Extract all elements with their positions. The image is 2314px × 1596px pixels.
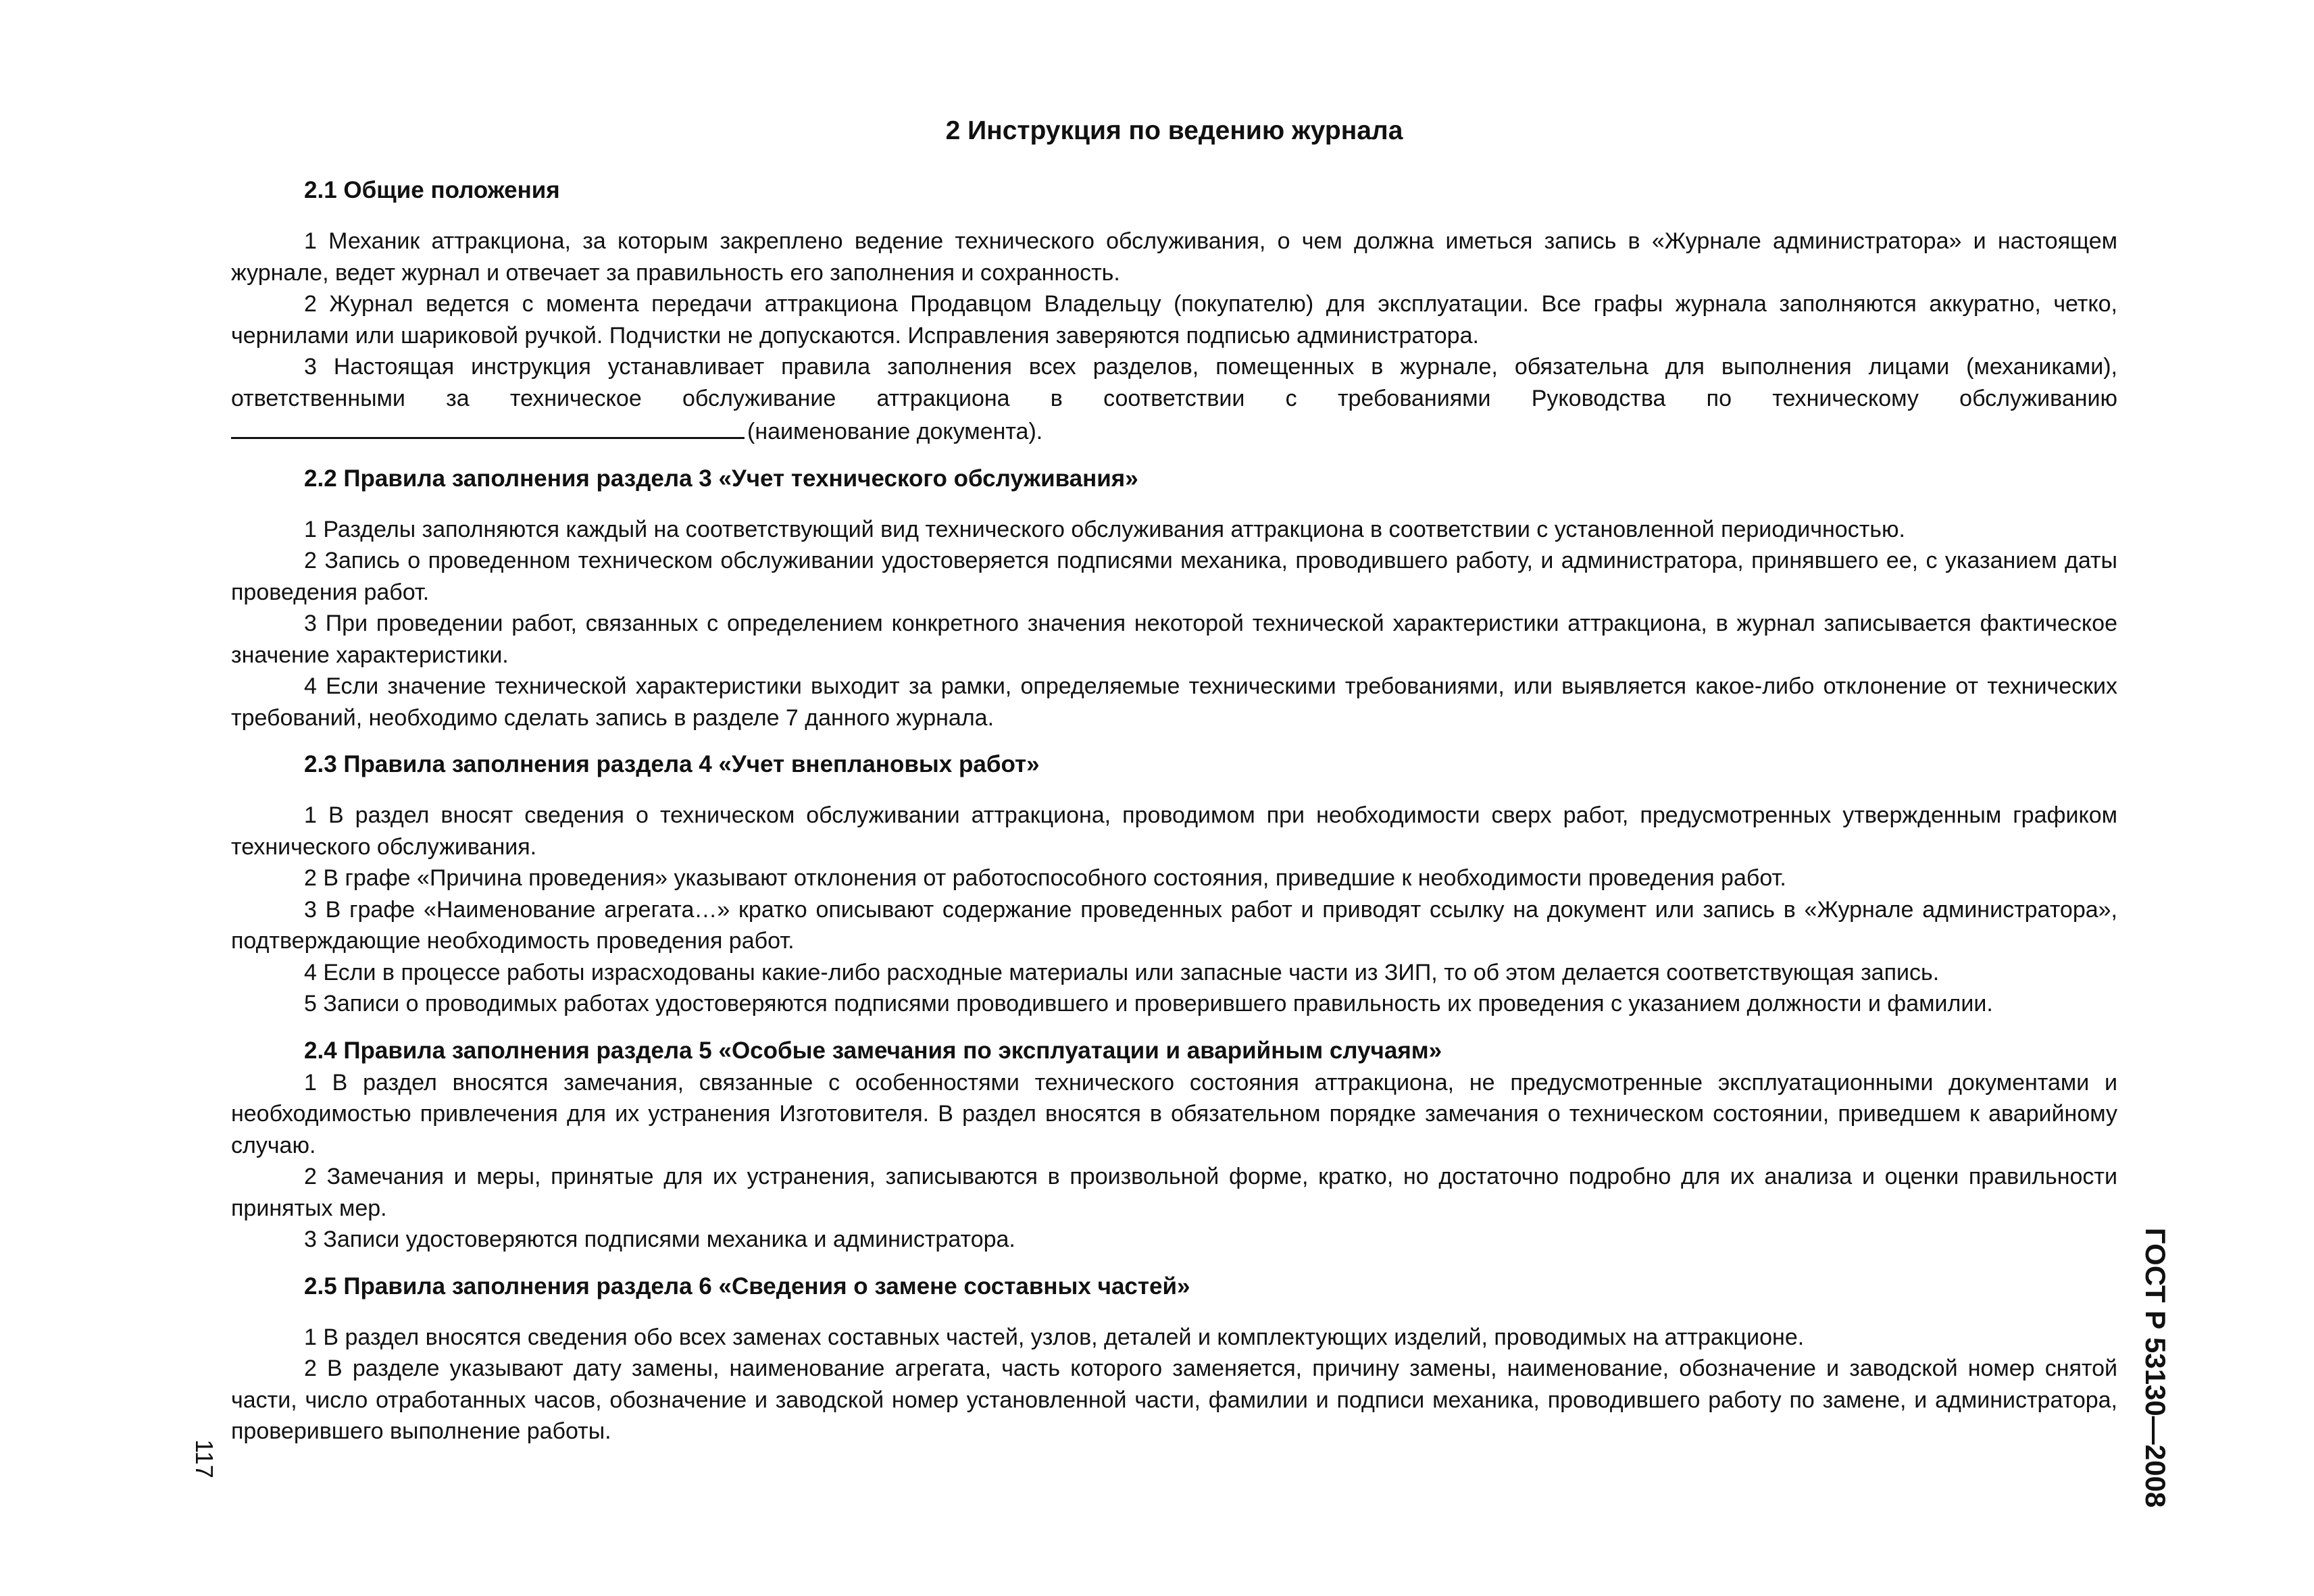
paragraph: 4 Если значение технической характеристики выходит за рамки, определяемые техническими требованиями, или выявляется какое-либо отклонение от технических требований, необходимо сделать запись в разделе 7 данного журнала. [231,673,2117,731]
paragraph: 2 Запись о проведенном техническом обслуживании удостоверяется подписями механика, проводившего работу, и администратора, принявшего ее, с указанием даты проведения работ. [231,548,2117,605]
paragraph: 1 Механик аттракциона, за которым закреплено ведение технического обслуживания, о чем должна иметься запись в «Журнале администратора» и настоящем журнале, ведет журнал и отвечает за правильность его заполнения и сохранность. [231,228,2117,286]
paragraph: 2 Журнал ведется с момента передачи аттракциона Продавцом Владельцу (покупателю) для эксплуатации. Все графы журнала заполняются аккуратно, четко, чернилами или шариковой ручкой. Подчистки не допускаются. Исправления заверяются подписью администратора. [231,291,2117,349]
section-part-replacement [231,1270,2117,1447]
paragraph: 3 Записи удостоверяются подписями механика и администратора. [304,1227,1015,1252]
section-maintenance-rules [231,463,2117,734]
section-heading: 2.3 Правила заполнения раздела 4 «Учет внеплановых работ» [304,751,1040,777]
paragraph: 4 Если в процессе работы израсходованы какие-либо расходные материалы или запасные части из ЗИП, то об этом делается соответствующая запись. [304,959,1940,985]
paragraph: 1 В раздел вносятся замечания, связанные с особенностями технического состояния аттракциона, не предусмотренные эксплуатационными документами и необходимостью привлечения для их устранения Изготовителя. В раздел вносятся в обязательном порядке замечания о техническом состоянии, приведшем к аварийному случаю. [231,1069,2117,1158]
standard-designation: ГОСТ Р 53130—2008 [2140,1227,2171,1508]
paragraph: 2 Замечания и меры, принятые для их устранения, записываются в произвольной форме, кратко, но достаточно подробно для их анализа и оценки правильности принятых мер. [231,1164,2117,1221]
section-heading: 2.4 Правила заполнения раздела 5 «Особые замечания по эксплуатации и аварийным случаям» [304,1037,1442,1064]
section-unplanned-rules [231,748,2117,1020]
paragraph: 3 В графе «Наименование агрегата…» кратко описывают содержание проведенных работ и приводят ссылку на документ или запись в «Журнале администратора», подтверждающие необходимость проведения работ. [231,896,2117,954]
blank-fill-line [231,414,745,439]
blank-caption: (наименование документа). [747,419,1043,444]
section-heading: 2.2 Правила заполнения раздела 3 «Учет технического обслуживания» [304,465,1138,492]
paragraph: 2 В разделе указывают дату замены, наименование агрегата, часть которого заменяется, причину замены, наименование, обозначение и заводской номер снятой части, число отработанных часов, обозначение и заводской номер установленной части, фамилии и подписи механика, проводившего работу по замене, и администратора, проверившего выполнение работы. [231,1356,2117,1444]
paragraph: 3 При проведении работ, связанных с определением конкретного значения некоторой технической характеристики аттракциона, в журнал записывается фактическое значение характеристики. [231,611,2117,668]
section-special-remarks [231,1035,2117,1256]
paragraph: 2 В графе «Причина проведения» указывают отклонения от работоспособного состояния, приведшие к необходимости проведения работ. [304,865,1786,891]
paragraph: 1 В раздел вносятся сведения обо всех заменах составных частей, узлов, деталей и комплектующих изделий, проводимых на аттракционе. [304,1324,1805,1350]
section-general [231,174,2117,448]
section-heading: 2.5 Правила заполнения раздела 6 «Сведения о замене составных частей» [304,1272,1190,1299]
paragraph: 1 В раздел вносят сведения о техническом обслуживании аттракциона, проводимом при необходимости сверх работ, предусмотренных утвержденным графиком технического обслуживания. [231,802,2117,860]
paragraph: 1 Разделы заполняются каждый на соответствующий вид технического обслуживания аттракциона в соответствии с установленной периодичностью. [304,516,1905,542]
paragraph-text: 3 Настоящая инструкция устанавливает правила заполнения всех разделов, помещенных в журнале, обязательна для выполнения лицами (механиками), ответственными за техническое обслуживание аттракциона в соответствии с требованиями Руководства по техническому обслуживанию [231,354,2117,411]
document-body [231,113,2117,1462]
paragraph: 5 Записи о проводимых работах удостоверяются подписями проводившего и проверившего правильность их проведения с указанием должности и фамилии. [304,991,1993,1016]
section-heading: 2.1 Общие положения [304,177,560,203]
page-number: 117 [191,1439,218,1478]
paragraph [231,351,2117,448]
page-title: 2 Инструкция по ведению журнала [945,116,1403,145]
